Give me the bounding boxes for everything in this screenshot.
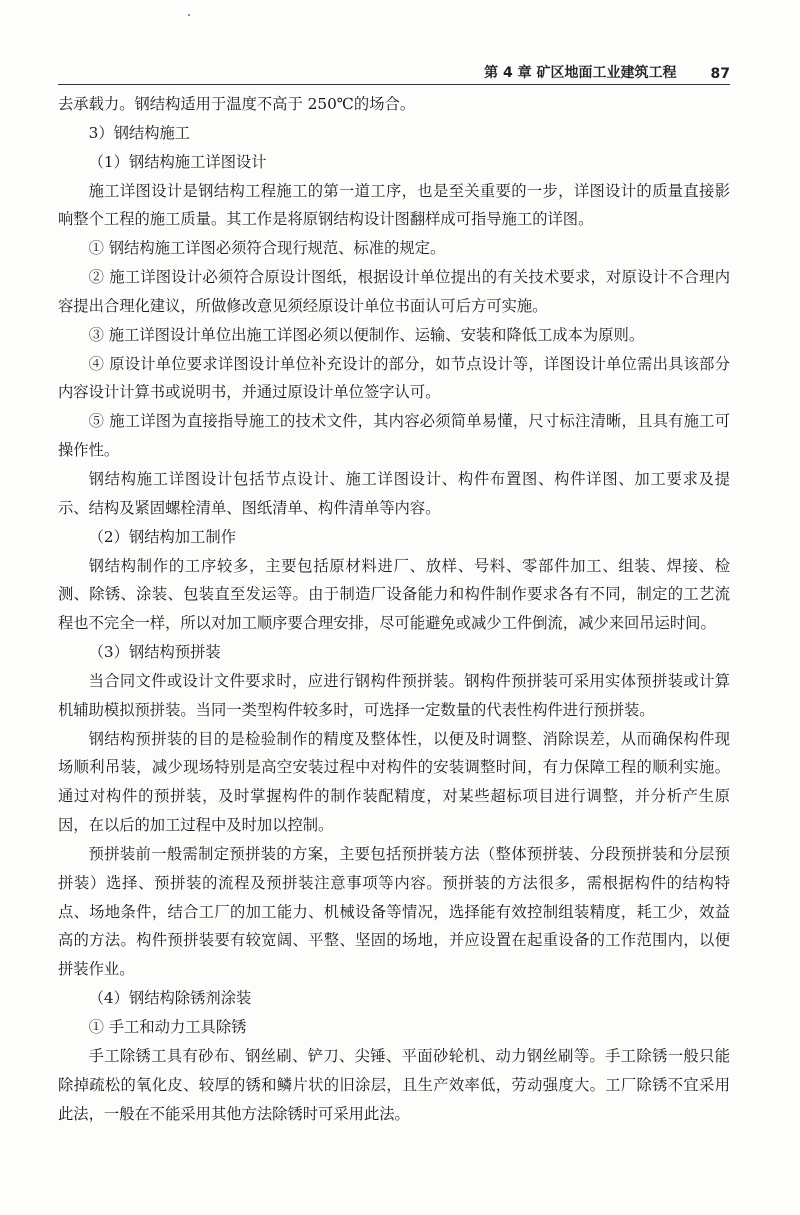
paragraph: 手工除锈工具有砂布、钢丝刷、铲刀、尖锤、平面砂轮机、动力钢丝刷等。手工除锈一般只能除掉疏松的氧化皮、较厚的锈和鳞片状的旧涂层，且生产效率低，劳动强度大。工厂除锈不宜采用此法，一般在不能采用其他方法除锈时可采用此法。 [58,1046,730,1123]
paragraph: 当合同文件或设计文件要求时，应进行钢构件预拼装。钢构件预拼装可采用实体预拼装或计算机辅助模拟预拼装。当同一类型构件较多时，可选择一定数量的代表性构件进行预拼装。 [58,671,730,719]
section-heading: 3）钢结构施工 [88,123,191,142]
paragraph: 钢结构施工详图设计包括节点设计、施工详图设计、构件布置图、构件详图、加工要求及提示、结构及紧固螺栓清单、图纸清单、构件清单等内容。 [58,469,730,517]
item-heading: ① 手工和动力工具除锈 [88,1018,247,1036]
list-item: ④ 原设计单位要求详图设计单位补充设计的部分，如节点设计等，详图设计单位需出具该部分内容设计计算书或说明书，并通过原设计单位签字认可。 [58,354,730,402]
chapter-title: 第 4 章 矿区地面工业建筑工程 [484,65,677,81]
page-number: 87 [710,66,730,82]
subsection-heading: （2）钢结构加工制作 [88,527,236,546]
header-rule [58,84,730,85]
list-item: ⑤ 施工详图为直接指导施工的技术文件，其内容必须简单易懂，尺寸标注清晰，且具有施工可操作性。 [58,412,730,460]
paragraph: 去承载力。钢结构适用于温度不高于 250℃的场合。 [58,95,416,113]
list-item: ③ 施工详图设计单位出施工详图必须以便制作、运输、安装和降低工成本为原则。 [88,325,645,344]
paragraph: 钢结构预拼装的目的是检验制作的精度及整体性，以便及时调整、消除误差，从而确保构件现场顺利吊装，减少现场特别是高空安装过程中对构件的安装调整时间，有力保障工程的顺利实施。通过对构件的预拼装，及时掌握构件的制作装配精度，对某些超标项目进行调整，并分析产生原因，在以后的加工过程中及时加以控制。 [58,729,730,835]
running-header [58,58,730,82]
scan-speck [188,14,190,16]
subsection-heading: （4）钢结构除锈剂涂装 [88,989,252,1008]
list-item: ② 施工详图设计必须符合原设计图纸，根据设计单位提出的有关技术要求，对原设计不合理内容提出合理化建议，所做修改意见须经原设计单位书面认可后方可实施。 [58,268,730,315]
paragraph: 钢结构制作的工序较多，主要包括原材料进厂、放样、号料、零部件加工、组装、焊接、检测、除锈、涂装、包装直至发运等。由于制造厂设备能力和构件制作要求各有不同，制定的工艺流程也不完全一样，所以对加工顺序要合理安排，尽可能避免或减少工件倒流，减少来回吊运时间。 [58,556,730,633]
paragraph: 预拼装前一般需制定预拼装的方案，主要包括预拼装方法（整体预拼装、分段预拼装和分层预拼装）选择、预拼装的流程及预拼装注意事项等内容。预拼装的方法很多，需根据构件的结构特点、场地条件，结合工厂的加工能力、机械设备等情况，选择能有效控制组装精度，耗工少，效益高的方法。构件预拼装要有较宽阔、平整、坚固的场地，并应设置在起重设备的工作范围内，以便拼装作业。 [58,844,730,979]
subsection-heading: （3）钢结构预拼装 [88,643,221,662]
subsection-heading: （1）钢结构施工详图设计 [88,152,267,171]
paragraph: 施工详图设计是钢结构工程施工的第一道工序，也是至关重要的一步，详图设计的质量直接影响整个工程的施工质量。其工作是将原钢结构设计图翻样成可指导施工的详图。 [58,181,730,229]
body-text [58,90,730,1128]
list-item: ① 钢结构施工详图必须符合现行规范、标准的规定。 [88,239,446,258]
